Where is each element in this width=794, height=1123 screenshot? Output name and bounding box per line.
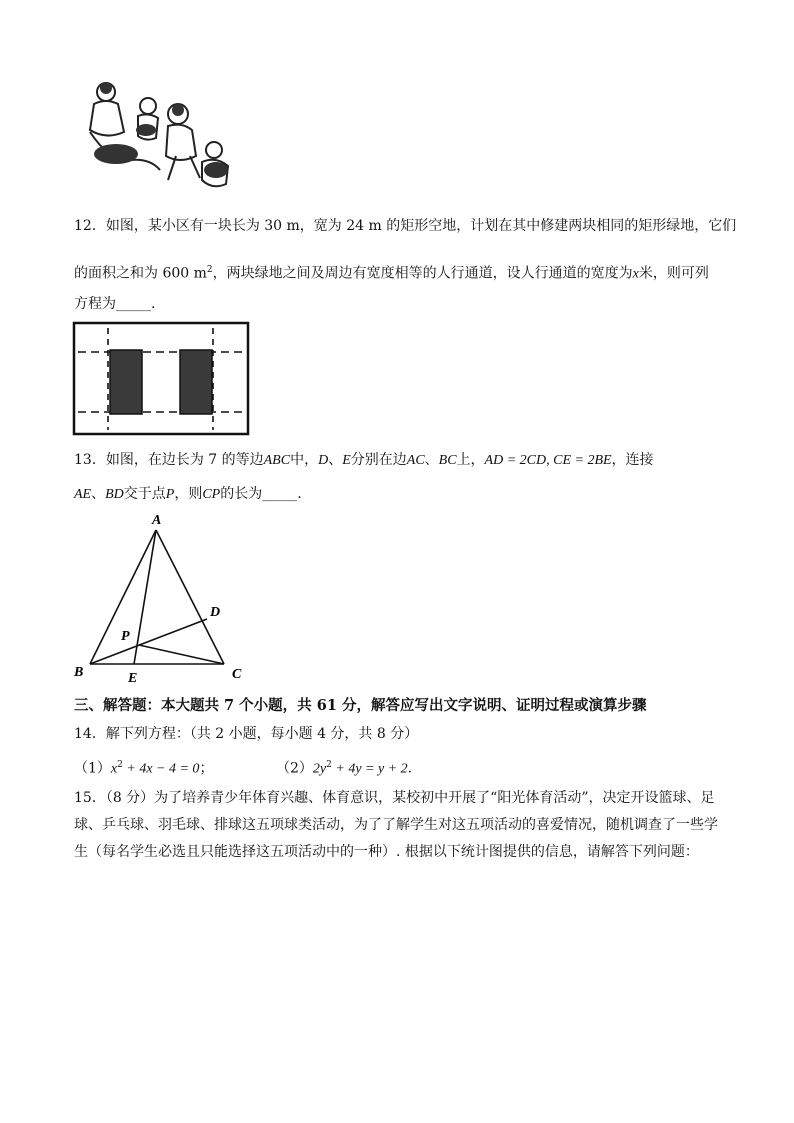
q14-p1-label: （1） — [74, 760, 111, 777]
q13-e: E — [342, 453, 351, 468]
q14-p2-label: （2） — [276, 760, 313, 777]
q12-text-c: 米，则可列 — [638, 265, 709, 282]
q14-p2-2y: 2y — [312, 761, 327, 777]
q12-area-text: 的面积之和为 600 m — [74, 265, 207, 282]
label-p: P — [121, 629, 130, 644]
q12-area-sup: 2 — [206, 265, 213, 275]
q15-line2: 球、乒乓球、羽毛球、排球这五项球类活动，为了了解学生对这五项活动的喜爱情况，随机调查了一些学 — [74, 817, 718, 833]
q12-rectangle-figure — [72, 320, 252, 438]
q13-bc: BC — [438, 453, 457, 468]
q14-p2-sup: 2 — [326, 760, 332, 770]
q13-line2 — [74, 484, 302, 505]
q13-text-b: 中， — [290, 452, 319, 468]
q13-sep2: 、 — [424, 452, 439, 468]
q14-p2-end: . — [407, 760, 413, 777]
q13-ac: AC — [406, 453, 425, 468]
q14-p1-sup: 2 — [117, 760, 123, 770]
q12-var-x: x — [632, 266, 639, 282]
q12-line1: 12．如图，某小区有一块长为 30 m，宽为 24 m 的矩形空地，计划在其中修建两块相同的矩形绿地，它们 — [74, 218, 737, 234]
children-illustration — [76, 70, 240, 192]
q13-text-f: 交于点 — [123, 486, 166, 502]
q14-p1-x: x — [110, 761, 118, 777]
q13-text-a: 13．如图，在边长为 7 的等边 — [74, 452, 264, 468]
q13-bd: BD — [105, 487, 124, 502]
side-ac — [156, 530, 224, 664]
label-b: B — [74, 665, 84, 680]
q13-line1 — [74, 450, 654, 471]
section3-title: 三、解答题：本大题共 7 个小题，共 61 分，解答应写出文字说明、证明过程或演算步骤 — [74, 697, 647, 714]
segment-ae — [134, 530, 156, 664]
q13-d: D — [318, 453, 329, 468]
q13-triangle-figure — [68, 508, 258, 686]
segment-cp — [139, 645, 224, 664]
q14-p1-end: ； — [199, 760, 214, 777]
q13-abc: ABC — [263, 453, 291, 468]
q13-text-c: 分别在边 — [350, 452, 407, 468]
label-d: D — [210, 605, 221, 620]
q13-text-d: 上， — [456, 452, 485, 468]
q12-line2 — [74, 260, 709, 285]
q14-p2-rest: + 4y = y + 2 — [331, 761, 408, 777]
segment-bd — [90, 619, 207, 664]
q13-p: P — [165, 487, 175, 502]
label-a: A — [152, 513, 162, 528]
q13-sep: 、 — [328, 452, 343, 468]
q14-part2 — [276, 755, 412, 780]
green-plot-left — [110, 350, 142, 414]
q12-text-b: ，两块绿地之间及周边有宽度相等的人行通道，设人行通道的宽度为 — [212, 265, 633, 282]
q13-text-g: ，则 — [174, 486, 203, 502]
outer-rectangle — [74, 323, 248, 434]
label-e: E — [128, 671, 138, 686]
q13-equation: AD = 2CD, CE = 2BE — [484, 453, 612, 468]
label-c: C — [232, 667, 242, 682]
q12-line3: 方程为_____. — [74, 296, 156, 312]
q14-p1-rest: + 4x − 4 = 0 — [122, 761, 200, 777]
q13-sep3: 、 — [91, 486, 106, 502]
q14-part1 — [74, 755, 213, 780]
q13-text-h: 的长为_____. — [220, 486, 302, 502]
q13-text-end: ，连接 — [611, 452, 654, 468]
q15-line3: 生（每名学生必选且只能选择这五项活动中的一种）. 根据以下统计图提供的信息，请解答下列问题： — [74, 844, 699, 860]
q13-cp: CP — [202, 487, 221, 502]
q13-ae: AE — [74, 487, 92, 502]
green-plot-right — [180, 350, 212, 414]
q15-line1: 15．（8 分）为了培养青少年体育兴趣、体育意识，某校初中开展了“阳光体育活动”，决定开设篮球、足 — [74, 790, 715, 806]
q14-intro: 14．解下列方程：（共 2 小题，每小题 4 分，共 8 分） — [74, 726, 419, 742]
